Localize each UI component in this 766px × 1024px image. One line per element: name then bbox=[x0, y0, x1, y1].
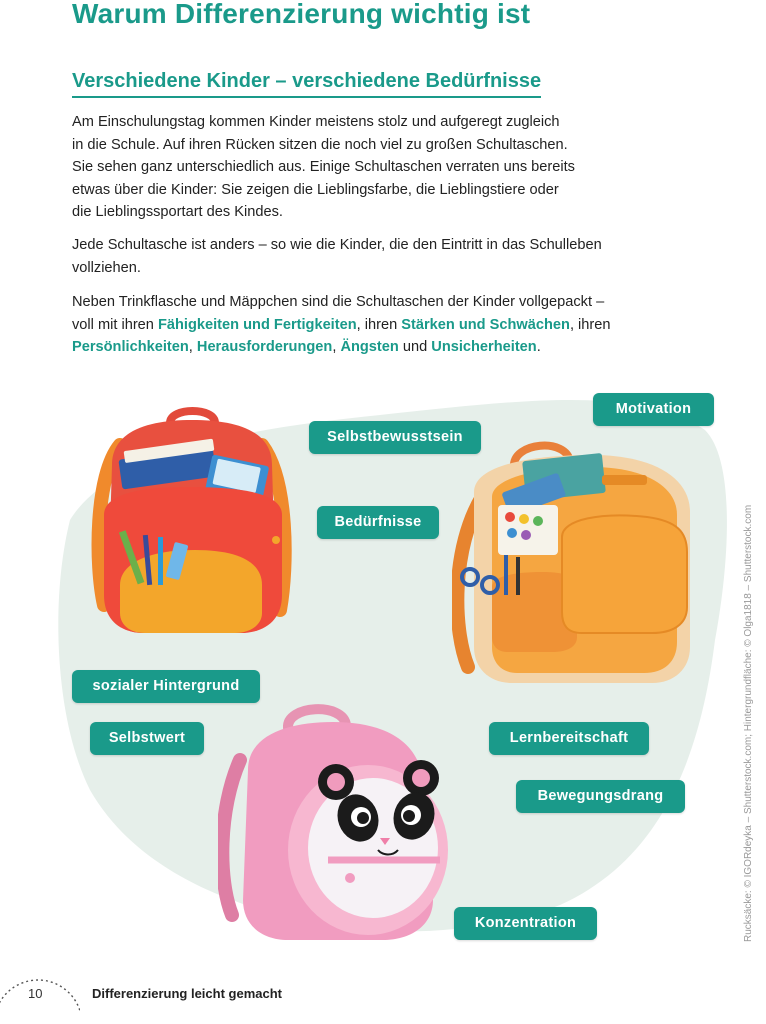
paragraph-line: Am Einschulungstag kommen Kinder meistens stolz und aufgeregt zugleich bbox=[72, 114, 560, 130]
footer-book-title: Differenzierung leicht gemacht bbox=[92, 986, 282, 1001]
section-subtitle: Verschiedene Kinder – verschiedene Bedürfnisse bbox=[72, 70, 541, 98]
tag-bewegungsdrang: Bewegungsdrang bbox=[516, 780, 685, 813]
pink-panda-backpack-icon bbox=[218, 700, 450, 945]
tag-motivation: Motivation bbox=[593, 393, 714, 426]
text-run: , ihren bbox=[356, 316, 402, 333]
image-credit: Rucksäcke: © IGORdeyka – Shutterstock.com; Hintergrundfläche: © Olga1818 – Shutterstock.com bbox=[743, 504, 754, 942]
tag-selbstbewusstsein: Selbstbewusstsein bbox=[309, 421, 481, 454]
paragraph-line: die Lieblingssportart des Kindes. bbox=[72, 204, 283, 221]
highlight-term: Ängsten bbox=[340, 339, 399, 356]
paragraph-1 bbox=[72, 111, 702, 224]
highlight-term: Unsicherheiten bbox=[431, 339, 537, 356]
tag-lernbereitschaft: Lernbereitschaft bbox=[489, 722, 649, 755]
orange-backpack-icon bbox=[452, 437, 697, 687]
paragraph-line: Neben Trinkflasche und Mäppchen sind die Schultaschen der Kinder vollgepackt – bbox=[72, 294, 605, 310]
highlight-term: Fähigkeiten und Fertigkeiten bbox=[157, 316, 357, 333]
text-run: voll mit ihren bbox=[72, 316, 158, 333]
text-run: , ihren bbox=[569, 316, 611, 333]
paragraph-line: Sie sehen ganz unterschiedlich aus. Einige Schultaschen verraten uns bereits bbox=[72, 159, 575, 176]
tag-beduerfnisse: Bedürfnisse bbox=[317, 506, 439, 539]
paragraph-line: vollziehen. bbox=[72, 259, 141, 276]
highlight-term: Persönlichkeiten bbox=[72, 339, 189, 356]
tag-sozialer-hintergrund: sozialer Hintergrund bbox=[72, 670, 260, 703]
paragraph-line bbox=[72, 314, 702, 337]
text-run: . bbox=[536, 339, 541, 356]
tag-konzentration: Konzentration bbox=[454, 907, 597, 940]
paragraph-line: in die Schule. Auf ihren Rücken sitzen die noch viel zu großen Schultaschen. bbox=[72, 136, 568, 153]
paragraph-line: etwas über die Kinder: Sie zeigen die Lieblingsfarbe, die Lieblingstiere oder bbox=[72, 181, 559, 198]
paragraph-3 bbox=[72, 291, 702, 359]
highlight-term: Herausforderungen bbox=[196, 339, 333, 356]
highlight-term: Stärken und Schwächen bbox=[401, 316, 570, 333]
text-run: , bbox=[188, 339, 197, 356]
page-number: 10 bbox=[28, 986, 43, 1001]
paragraph-2 bbox=[72, 234, 702, 279]
red-backpack-icon bbox=[90, 405, 295, 640]
page-title: Warum Differenzierung wichtig ist bbox=[72, 0, 531, 29]
tag-selbstwert: Selbstwert bbox=[90, 722, 204, 755]
text-run: und bbox=[398, 339, 432, 356]
paragraph-line: Jede Schultasche ist anders – so wie die Kinder, die den Eintritt in das Schulleben bbox=[72, 237, 602, 253]
paragraph-line bbox=[72, 336, 702, 359]
text-run: , bbox=[332, 339, 341, 356]
